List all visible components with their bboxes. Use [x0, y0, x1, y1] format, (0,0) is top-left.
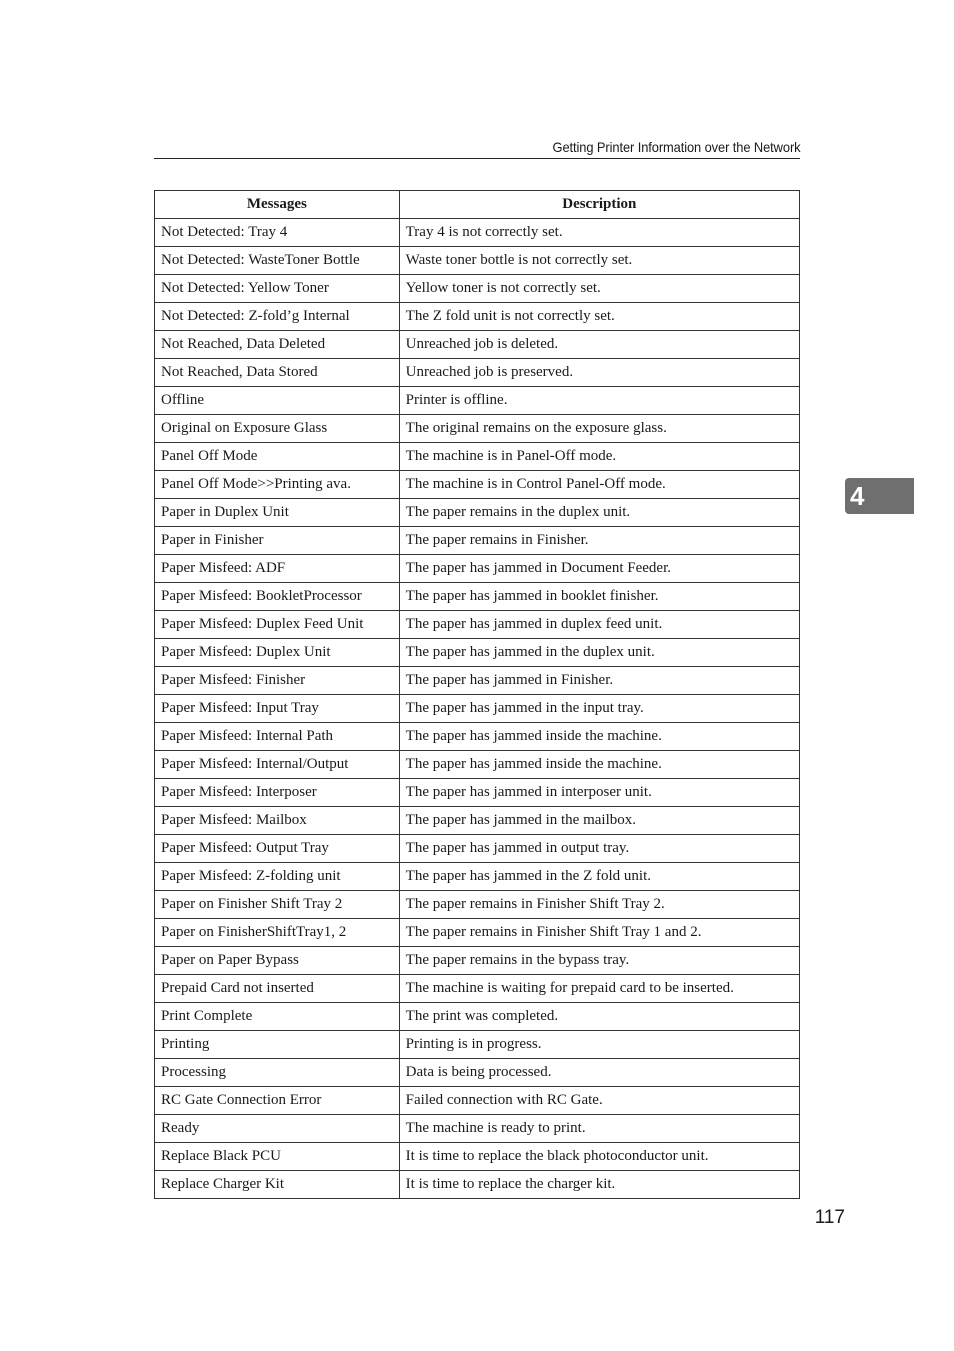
description-cell: The paper remains in the bypass tray. — [399, 947, 799, 975]
message-cell: Not Detected: Z-fold’g Internal — [155, 303, 400, 331]
message-cell: Paper on Finisher Shift Tray 2 — [155, 891, 400, 919]
description-cell: The paper has jammed in output tray. — [399, 835, 799, 863]
table-row — [155, 835, 800, 863]
message-cell: Ready — [155, 1115, 400, 1143]
table-row — [155, 751, 800, 779]
description-cell: The paper has jammed inside the machine. — [399, 751, 799, 779]
message-cell: Paper Misfeed: Interposer — [155, 779, 400, 807]
message-cell: Paper Misfeed: Duplex Unit — [155, 639, 400, 667]
table-row — [155, 919, 800, 947]
message-cell: Paper Misfeed: Duplex Feed Unit — [155, 611, 400, 639]
message-cell: RC Gate Connection Error — [155, 1087, 400, 1115]
message-cell: Paper Misfeed: Mailbox — [155, 807, 400, 835]
description-cell: Failed connection with RC Gate. — [399, 1087, 799, 1115]
description-cell: The paper has jammed in Finisher. — [399, 667, 799, 695]
message-cell: Paper on Paper Bypass — [155, 947, 400, 975]
table-row — [155, 555, 800, 583]
running-header-title: Getting Printer Information over the Network — [552, 139, 800, 155]
message-cell: Replace Charger Kit — [155, 1171, 400, 1199]
message-cell: Printing — [155, 1031, 400, 1059]
description-cell: The machine is ready to print. — [399, 1115, 799, 1143]
description-cell: The paper remains in Finisher Shift Tray 2. — [399, 891, 799, 919]
table-row — [155, 667, 800, 695]
description-cell: Waste toner bottle is not correctly set. — [399, 247, 799, 275]
table-row — [155, 415, 800, 443]
description-cell: Unreached job is preserved. — [399, 359, 799, 387]
table-row — [155, 975, 800, 1003]
message-cell: Paper Misfeed: Finisher — [155, 667, 400, 695]
description-cell: The paper has jammed in the mailbox. — [399, 807, 799, 835]
description-cell: The paper remains in the duplex unit. — [399, 499, 799, 527]
description-cell: The paper has jammed in booklet finisher. — [399, 583, 799, 611]
description-cell: Unreached job is deleted. — [399, 331, 799, 359]
message-cell: Not Detected: Yellow Toner — [155, 275, 400, 303]
table-row — [155, 1115, 800, 1143]
table-row — [155, 219, 800, 247]
table-row — [155, 695, 800, 723]
table-row — [155, 583, 800, 611]
table-row — [155, 499, 800, 527]
description-cell: Printing is in progress. — [399, 1031, 799, 1059]
table-row — [155, 527, 800, 555]
table-row — [155, 247, 800, 275]
message-cell: Print Complete — [155, 1003, 400, 1031]
message-cell: Paper Misfeed: Z-folding unit — [155, 863, 400, 891]
description-cell: Data is being processed. — [399, 1059, 799, 1087]
table-row — [155, 1031, 800, 1059]
description-cell: The original remains on the exposure glass. — [399, 415, 799, 443]
table-row — [155, 331, 800, 359]
table-row — [155, 863, 800, 891]
table-row — [155, 639, 800, 667]
table-row — [155, 779, 800, 807]
description-cell: The machine is in Control Panel-Off mode. — [399, 471, 799, 499]
table-header-row — [155, 191, 800, 219]
table-row — [155, 275, 800, 303]
description-cell: The Z fold unit is not correctly set. — [399, 303, 799, 331]
message-cell: Not Reached, Data Stored — [155, 359, 400, 387]
message-cell: Paper in Duplex Unit — [155, 499, 400, 527]
table-row — [155, 723, 800, 751]
table-row — [155, 443, 800, 471]
table-row — [155, 1171, 800, 1199]
table-row — [155, 359, 800, 387]
message-cell: Processing — [155, 1059, 400, 1087]
description-cell: The paper has jammed in duplex feed unit. — [399, 611, 799, 639]
description-cell: It is time to replace the black photoconductor unit. — [399, 1143, 799, 1171]
message-cell: Not Reached, Data Deleted — [155, 331, 400, 359]
description-cell: The paper has jammed in Document Feeder. — [399, 555, 799, 583]
message-cell: Panel Off Mode>>Printing ava. — [155, 471, 400, 499]
message-cell: Not Detected: Tray 4 — [155, 219, 400, 247]
messages-table — [154, 190, 800, 1199]
table-row — [155, 891, 800, 919]
table-row — [155, 1059, 800, 1087]
description-cell: Tray 4 is not correctly set. — [399, 219, 799, 247]
description-cell: The print was completed. — [399, 1003, 799, 1031]
message-cell: Not Detected: WasteToner Bottle — [155, 247, 400, 275]
page-number: 117 — [814, 1207, 845, 1228]
message-cell: Original on Exposure Glass — [155, 415, 400, 443]
table-body — [155, 219, 800, 1199]
description-cell: The paper has jammed in the Z fold unit. — [399, 863, 799, 891]
table-row — [155, 947, 800, 975]
message-cell: Panel Off Mode — [155, 443, 400, 471]
message-cell: Offline — [155, 387, 400, 415]
message-cell: Paper Misfeed: ADF — [155, 555, 400, 583]
table-row — [155, 303, 800, 331]
description-cell: The paper remains in Finisher. — [399, 527, 799, 555]
message-cell: Replace Black PCU — [155, 1143, 400, 1171]
description-cell: The machine is in Panel-Off mode. — [399, 443, 799, 471]
description-cell: The paper has jammed in interposer unit. — [399, 779, 799, 807]
table-row — [155, 611, 800, 639]
table-row — [155, 387, 800, 415]
message-cell: Paper Misfeed: Output Tray — [155, 835, 400, 863]
message-cell: Paper Misfeed: Internal Path — [155, 723, 400, 751]
description-cell: The paper remains in Finisher Shift Tray 1 and 2. — [399, 919, 799, 947]
description-cell: The paper has jammed in the input tray. — [399, 695, 799, 723]
message-cell: Paper Misfeed: BookletProcessor — [155, 583, 400, 611]
column-header-description: Description — [399, 191, 799, 219]
description-cell: The machine is waiting for prepaid card to be inserted. — [399, 975, 799, 1003]
message-cell: Paper on FinisherShiftTray1, 2 — [155, 919, 400, 947]
message-cell: Prepaid Card not inserted — [155, 975, 400, 1003]
message-cell: Paper in Finisher — [155, 527, 400, 555]
description-cell: The paper has jammed inside the machine. — [399, 723, 799, 751]
table-row — [155, 1143, 800, 1171]
description-cell: Printer is offline. — [399, 387, 799, 415]
table-row — [155, 807, 800, 835]
table-row — [155, 471, 800, 499]
table-row — [155, 1003, 800, 1031]
chapter-number: 4 — [850, 481, 865, 511]
description-cell: It is time to replace the charger kit. — [399, 1171, 799, 1199]
description-cell: Yellow toner is not correctly set. — [399, 275, 799, 303]
message-cell: Paper Misfeed: Internal/Output — [155, 751, 400, 779]
message-cell: Paper Misfeed: Input Tray — [155, 695, 400, 723]
column-header-messages: Messages — [155, 191, 400, 219]
table-row — [155, 1087, 800, 1115]
chapter-tab — [845, 478, 914, 514]
running-header — [154, 137, 800, 159]
description-cell: The paper has jammed in the duplex unit. — [399, 639, 799, 667]
